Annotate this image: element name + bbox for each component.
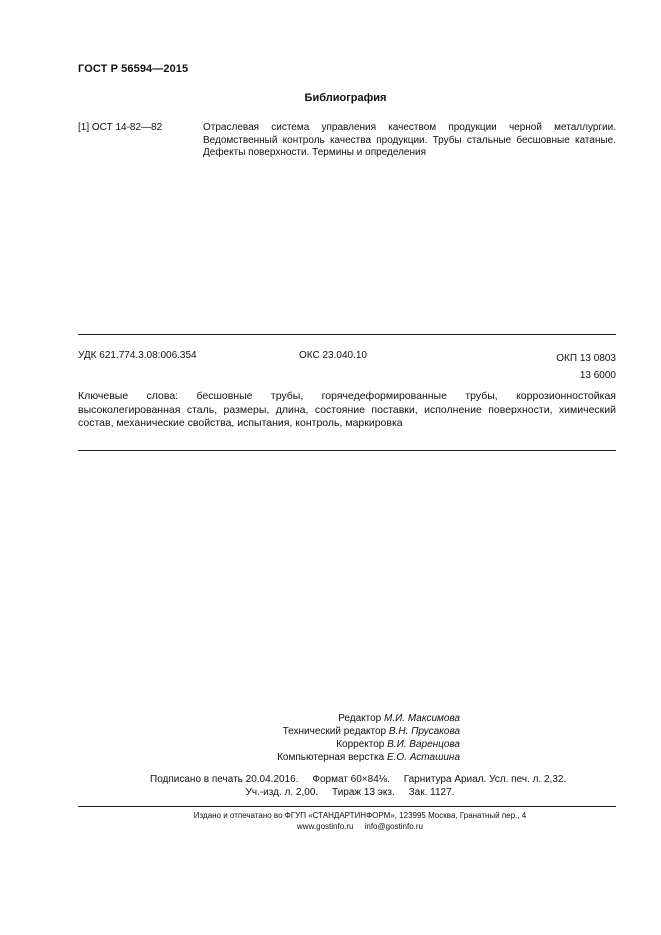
bibliography-ref-number: [1] ОСТ 14-82—82	[78, 122, 163, 133]
okp-code-2: 13 6000	[579, 370, 616, 381]
credit-role: Редактор	[338, 713, 382, 724]
credit-role: Компьютерная верстка	[277, 752, 385, 763]
udk-code: УДК 621.774.3.08:006.354	[78, 350, 197, 361]
standard-number: ГОСТ Р 56594—2015	[78, 63, 189, 75]
okp-codes	[500, 350, 616, 384]
credit-name: В.И. Варенцова	[387, 739, 460, 750]
divider-bottom	[78, 806, 616, 807]
printer-line-1: Издано и отпечатано во ФГУП «СТАНДАРТИНФОРМ», 123995 Москва, Гранатный пер., 4	[193, 811, 527, 820]
credits-block	[200, 712, 460, 764]
printer-line-2: www.gostinfo.ru info@gostinfo.ru	[297, 822, 423, 831]
credit-name: М.И. Максимова	[384, 713, 460, 724]
oks-code: ОКС 23.040.10	[299, 350, 367, 361]
printer-info	[150, 810, 570, 832]
credit-corrector	[200, 738, 460, 751]
bibliography-title: Библиография	[304, 92, 387, 104]
publication-info	[150, 773, 567, 799]
credit-editor	[200, 712, 460, 725]
divider-middle	[78, 450, 616, 451]
publication-line-1: Подписано в печать 20.04.2016. Формат 60×84⅛. Гарнитура Ариал. Усл. печ. л. 2,32.	[150, 774, 567, 785]
credit-tech-editor	[200, 725, 460, 738]
credit-role: Корректор	[336, 739, 385, 750]
credit-name: Е.О. Асташина	[386, 752, 460, 763]
credit-layout	[200, 751, 460, 764]
credit-role: Технический редактор	[282, 726, 387, 737]
bibliography-ref-text: Отраслевая система управления качеством продукции черной металлургии. Ведомственный контроль качества продукции. Трубы стальные бесшовные катаные. Дефекты поверхности. Термины и определения	[203, 122, 616, 158]
publication-line-2: Уч.-изд. л. 2,00. Тираж 13 экз. Зак. 1127.	[245, 787, 455, 798]
keywords: Ключевые слова: бесшовные трубы, горячедеформированные трубы, коррозионностойкая высоколегированная сталь, размеры, длина, состояние поставки, исполнение поверхности, химический состав, механические свойства, испытания, контроль, маркировка	[78, 390, 616, 429]
credit-name: В.Н. Прусакова	[388, 726, 460, 737]
divider-top	[78, 334, 616, 335]
okp-code-1: ОКП 13 0803	[556, 353, 616, 364]
